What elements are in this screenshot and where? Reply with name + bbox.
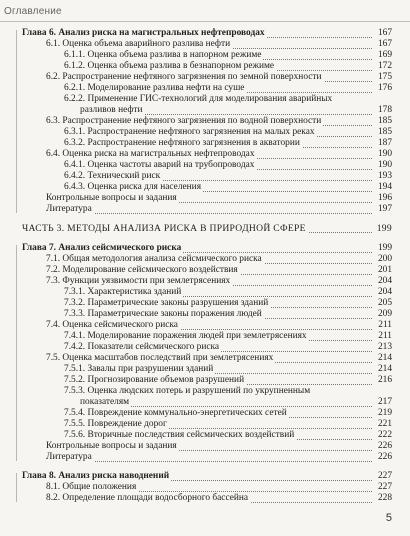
toc-entry-title: 7.1. Общая методология анализа сейсмического риска [46, 254, 262, 264]
toc-page-number: 167 [372, 39, 392, 50]
toc-entry-title: 7.5.3. Оценка людских потерь и разрушений по укрупненным [64, 386, 311, 396]
toc-page-number: 214 [372, 364, 392, 375]
toc-entry-title: разливов нефти [80, 105, 143, 115]
toc-page-number: 222 [372, 430, 392, 441]
toc-block [0, 223, 410, 235]
toc-entry-title: 8.2. Определение площади водосборного бассейна [46, 493, 249, 503]
toc-entry-title: 7.5. Оценка масштабов последствий при землетрясениях [46, 353, 274, 363]
toc-page-number: 201 [372, 265, 392, 276]
toc-page-number: 227 [372, 471, 392, 482]
toc-page-number: 185 [372, 116, 392, 127]
toc-entry-title: 7.4. Оценка сейсмического риска [46, 320, 178, 330]
toc-page-number: 167 [372, 28, 392, 39]
toc-entry-title: 6.4. Оценка риска на магистральных нефтепроводах [46, 149, 255, 159]
toc-entry-title: Контрольные вопросы и задания [46, 441, 177, 451]
toc-entry-title: 7.4.1. Моделирование поражения людей при землетрясениях [64, 331, 307, 341]
toc-page-number: 196 [372, 193, 392, 204]
toc-entry[interactable] [0, 204, 410, 215]
toc-entry-title: 6.3.1. Распространение нефтяного загрязнения на малых реках [64, 127, 315, 137]
toc-page-number: 226 [372, 441, 392, 452]
toc-page-number: 217 [372, 397, 392, 408]
toc-page-number: 219 [372, 408, 392, 419]
toc-page-number: 205 [372, 298, 392, 309]
toc-page-number: 190 [372, 149, 392, 160]
toc-entry[interactable] [0, 375, 410, 386]
toc-block [0, 28, 410, 215]
toc-entry-title: Контрольные вопросы и задания [46, 193, 177, 203]
toc-entry[interactable] [0, 83, 410, 94]
toc-page-number: 211 [372, 320, 392, 331]
toc-entry-title: 6.4.2. Технический риск [64, 171, 161, 181]
toc-entry-title: 7.4.2. Показатели сейсмического риска [64, 342, 220, 352]
toc-page-number: 227 [372, 482, 392, 493]
toc-entry[interactable] [0, 452, 410, 463]
toc-page-number: 178 [372, 105, 392, 116]
dot-leader [46, 450, 372, 462]
toc-entry-title: 7.5.1. Завалы при разрушении зданий [64, 364, 214, 374]
toc-entry-title: 6.3. Распространение нефтяного загрязнения по водной поверхности [46, 116, 322, 126]
toc-entry-title: 6.1.2. Оценка объема разлива в безнапорном режиме [64, 61, 275, 71]
dot-leader [46, 202, 372, 214]
toc-entry-title: 7.2. Моделирование сейсмического воздействия [46, 265, 238, 275]
toc-page-number: 197 [372, 204, 392, 215]
toc-entry-title: 6.3.2. Распространение нефтяного загрязнения в акватории [64, 138, 300, 148]
toc-entry[interactable] [0, 493, 410, 504]
toc-page-number: 193 [372, 171, 392, 182]
toc-entry-title: 7.5.4. Повреждение коммунально-энергетических сетей [64, 408, 287, 418]
toc-entry-title: Глава 6. Анализ риска на магистральных нефтепроводах [22, 28, 265, 38]
toc-page-number: 190 [372, 160, 392, 171]
toc-page-number: 176 [372, 83, 392, 94]
toc-page-number: 221 [372, 419, 392, 430]
toc-entry-title: Литература [46, 452, 92, 462]
toc-entry-title: Литература [46, 204, 92, 214]
toc-page-number: 204 [372, 276, 392, 287]
toc-entry-title: 6.2.1. Моделирование разлива нефти на суше [64, 83, 245, 93]
toc-page-number: 169 [372, 50, 392, 61]
chapter-bracket-line [16, 30, 17, 213]
toc-entry-title: 6.1. Оценка объема аварийного разлива нефти [46, 39, 231, 49]
toc-entry-title: 7.5.6. Вторичные последствия сейсмических воздействий [64, 430, 295, 440]
toc-page-number: 226 [372, 452, 392, 463]
toc-entry-title: 6.2.2. Применение ГИС-технологий для моделирования аварийных [64, 94, 333, 104]
toc-entry-title: 7.3.3. Параметрические законы поражения людей [64, 309, 262, 319]
toc-page-number: 213 [372, 342, 392, 353]
toc-page-number: 214 [372, 353, 392, 364]
toc-block [0, 243, 410, 463]
toc-page-number: 209 [372, 309, 392, 320]
toc-entry-title: 7.3. Функции уязвимости при землетрясениях [46, 276, 231, 286]
toc-entry-title: 6.4.1. Оценка частоты аварий на трубопроводах [64, 160, 255, 170]
header-title: Оглавление [4, 6, 62, 17]
toc-entry-title: 8.1. Общие положения [46, 482, 137, 492]
header-rule [0, 21, 410, 22]
toc-block [0, 471, 410, 504]
page-number: 5 [385, 512, 392, 524]
toc-entry-title: 7.3.2. Параметрические законы разрушения зданий [64, 298, 269, 308]
toc-page-number: 172 [372, 61, 392, 72]
toc-page-number: 211 [372, 331, 392, 342]
toc-page-number: 200 [372, 254, 392, 265]
chapter-bracket-line [16, 473, 17, 502]
toc-entry-title: 6.4.3. Оценка риска для населения [64, 182, 202, 192]
table-of-contents [0, 28, 410, 504]
toc-page-number: 216 [372, 375, 392, 386]
toc-entry-title: 6.2. Распространение нефтяного загрязнения по земной поверхности [46, 72, 322, 82]
toc-entry-title: 7.5.2. Прогнозирование объемов разрушений [64, 375, 245, 385]
toc-entry-title: Глава 8. Анализ риска наводнений [22, 471, 170, 481]
toc-entry-title: 7.3.1. Характеристика зданий [64, 287, 182, 297]
toc-page-number: 199 [372, 223, 392, 235]
chapter-bracket-line [16, 245, 17, 461]
toc-page-number: 194 [372, 182, 392, 193]
toc-page-number: 204 [372, 287, 392, 298]
toc-entry-title: 7.5.5. Повреждение дорог [64, 419, 167, 429]
toc-page-number: 199 [372, 243, 392, 254]
toc-entry-title: ЧАСТЬ 3. МЕТОДЫ АНАЛИЗА РИСКА В ПРИРОДНОЙ СФЕРЕ [22, 223, 306, 234]
toc-entry-title: показателям [80, 397, 130, 407]
toc-page-number: 228 [372, 493, 392, 504]
toc-part-entry[interactable] [0, 223, 410, 235]
toc-entry-title: 6.1.1. Оценка объема разлива в напорном режиме [64, 50, 262, 60]
toc-page-number: 175 [372, 72, 392, 83]
toc-entry-title: Глава 7. Анализ сейсмического риска [22, 243, 182, 253]
page-header [0, 0, 410, 24]
toc-page-number: 187 [372, 138, 392, 149]
toc-page-number: 185 [372, 127, 392, 138]
